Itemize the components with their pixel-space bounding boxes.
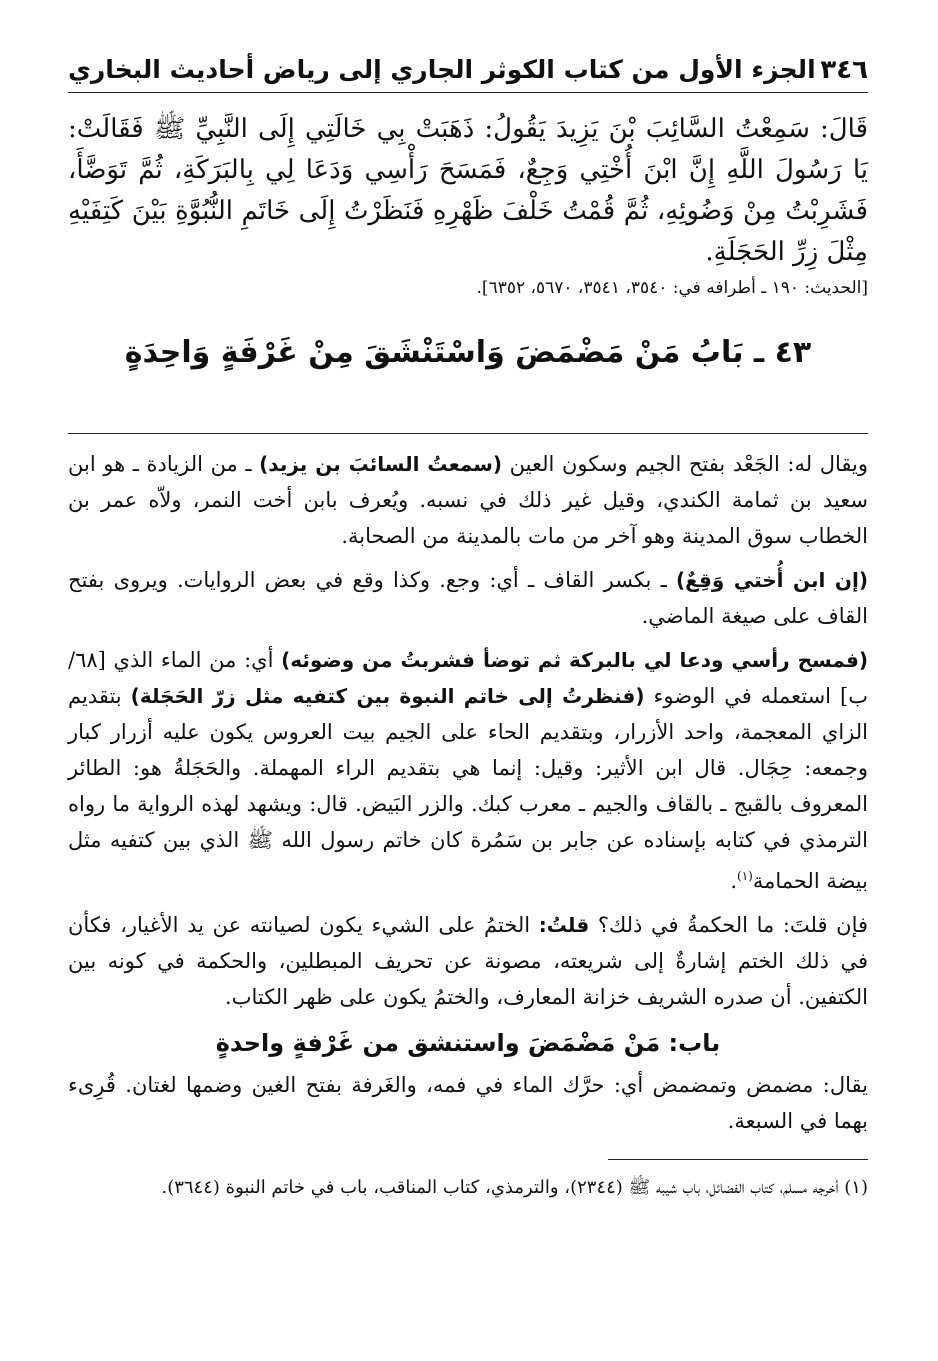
- answer-marker: قلتُ:: [538, 913, 590, 937]
- footnote-divider: [608, 1159, 868, 1160]
- hadith-text: قَالَ: سَمِعْتُ السَّائِبَ بْنَ يَزِيدَ يَقُولُ: ذَهَبَتْ بِي خَالَتِي إِلَى النَّبِيِّ ﷺ فَقَالَتْ: يَا رَسُولَ اللَّهِ إِنَّ ابْنَ أُخْتِي وَجِعٌ، فَمَسَحَ رَأْسِي وَدَعَا لِي بِالبَرَكَةِ، ثُمَّ تَوَضَّأَ، فَشَرِبْتُ مِنْ وَضُوئِهِ، ثُمَّ قُمْتُ خَلْفَ ظَهْرِهِ فَنَظَرْتُ إِلَى خَاتَمِ النُّبُوَّةِ بَيْنَ كَتِفَيْهِ مِثْلَ زِرِّ الحَجَلَةِ.: [68, 114, 868, 267]
- book-title: الجزء الأول من كتاب الكوثر الجاري إلى رياض أحاديث البخاري: [68, 55, 816, 84]
- commentary-text: بتقديم الزاي المعجمة، واحد الأزرار، وبتقديم الحاء على الجيم بيت العروس يكون عليه أزرار كبار وجمعه: حِجَال. قال ابن الأثير: وقيل: إنما هي بتقديم الراء المهملة. والحَجَلةُ هو: الطائر المعروف بالقبج ـ بالقاف والجيم ـ معرب كبك. والزر البَيض. قال: ويشهد لهذه الرواية ما رواه الترمذي في كتابه بإسناده عن جابر بن سَمُرة كان خاتم رسول الله ﷺ الذي بين كتفيه مثل بيضة الحمامة: [68, 684, 868, 893]
- running-header: [68, 52, 868, 93]
- commentary-paragraph-5: يقال: مضمض وتمضمض أي: حرَّك الماء في فمه، والغَرفة بفتح الغين وضمها لغتان. قُرِىء بهما في السبعة.: [68, 1073, 868, 1133]
- page-number: ٣٤٦: [820, 55, 868, 85]
- commentary-paragraph-3: [68, 642, 868, 899]
- commentary-text: ويقال له: الجَعْد بفتح الجيم وسكون العين: [502, 452, 868, 476]
- quoted-phrase: (سمعتُ السائبَ بن يزيد): [259, 452, 503, 476]
- quoted-phrase: (فمسح رأسي ودعا لي بالبركة ثم توضأ فشربتُ من وضوئه): [281, 648, 868, 672]
- sub-heading: باب: مَنْ مَضْمَضَ واستنشق من غَرْفةٍ واحدةٍ: [215, 1029, 721, 1057]
- commentary-text: ـ بكسر القاف ـ أي: وجع. وكذا وقع في بعض الروايات. ويروى بفتح القاف على صيغة الماضي.: [68, 568, 868, 628]
- chapter-title: ٤٣ ـ بَابُ مَنْ مَضْمَضَ وَاسْتَنْشَقَ مِنْ غَرْفَةٍ وَاحِدَةٍ: [124, 335, 812, 370]
- commentary-text: ـ من الزيادة ـ هو ابن سعيد بن ثمامة الكندي، وقيل غير ذلك في نسبه. ويُعرف بابن أخت النمر، ولاّه عمر بن الخطاب سوق المدينة وهو آخر من مات بالمدينة من الصحابة.: [68, 452, 868, 548]
- section-divider: [68, 433, 868, 434]
- book-page: [68, 52, 868, 1204]
- hadith-references: [الحديث: ١٩٠ ـ أطرافه في: ٣٥٤٠، ٣٥٤١، ٥٦٧٠، ٦٣٥٢].: [476, 278, 868, 298]
- commentary-paragraph-4: [68, 907, 868, 1015]
- commentary-text: .: [730, 869, 737, 893]
- quoted-phrase: (إن ابن أُختي وَقِعٌ): [676, 568, 868, 592]
- footnote: (١) أخرجه مسلم، كتاب الفضائل، باب شيبه ﷺ (٢٣٤٤)، والترمذي، كتاب المناقب، باب في خاتم النبوة (٣٦٤٤).: [161, 1177, 868, 1198]
- footnote-marker: (١): [737, 869, 753, 883]
- quoted-phrase: (فنظرتُ إلى خاتم النبوة بين كتفيه مثل زرّ الحَجَلة): [130, 684, 645, 708]
- commentary-text: فإن قلتَ: ما الحكمةُ في ذلك؟: [589, 913, 869, 937]
- commentary: [68, 446, 868, 1139]
- commentary-paragraph-2: [68, 562, 868, 634]
- commentary-paragraph-1: [68, 446, 868, 554]
- commentary-text: أي: من الماء الذي [٦٨/ب] استعمله في الوضوء: [68, 648, 869, 708]
- commentary-text: الختمُ على الشيء يكون لصيانته عن يد الأغيار، فكأن في ذلك الختم إشارةٌ إلى شريعته، مصونة عن تحريف المبطلين، والحكمة في كونه بين الكتفين. أن صدره الشريف خزانة المعارف، والختمُ يكون على ظهر الكتاب.: [68, 913, 868, 1009]
